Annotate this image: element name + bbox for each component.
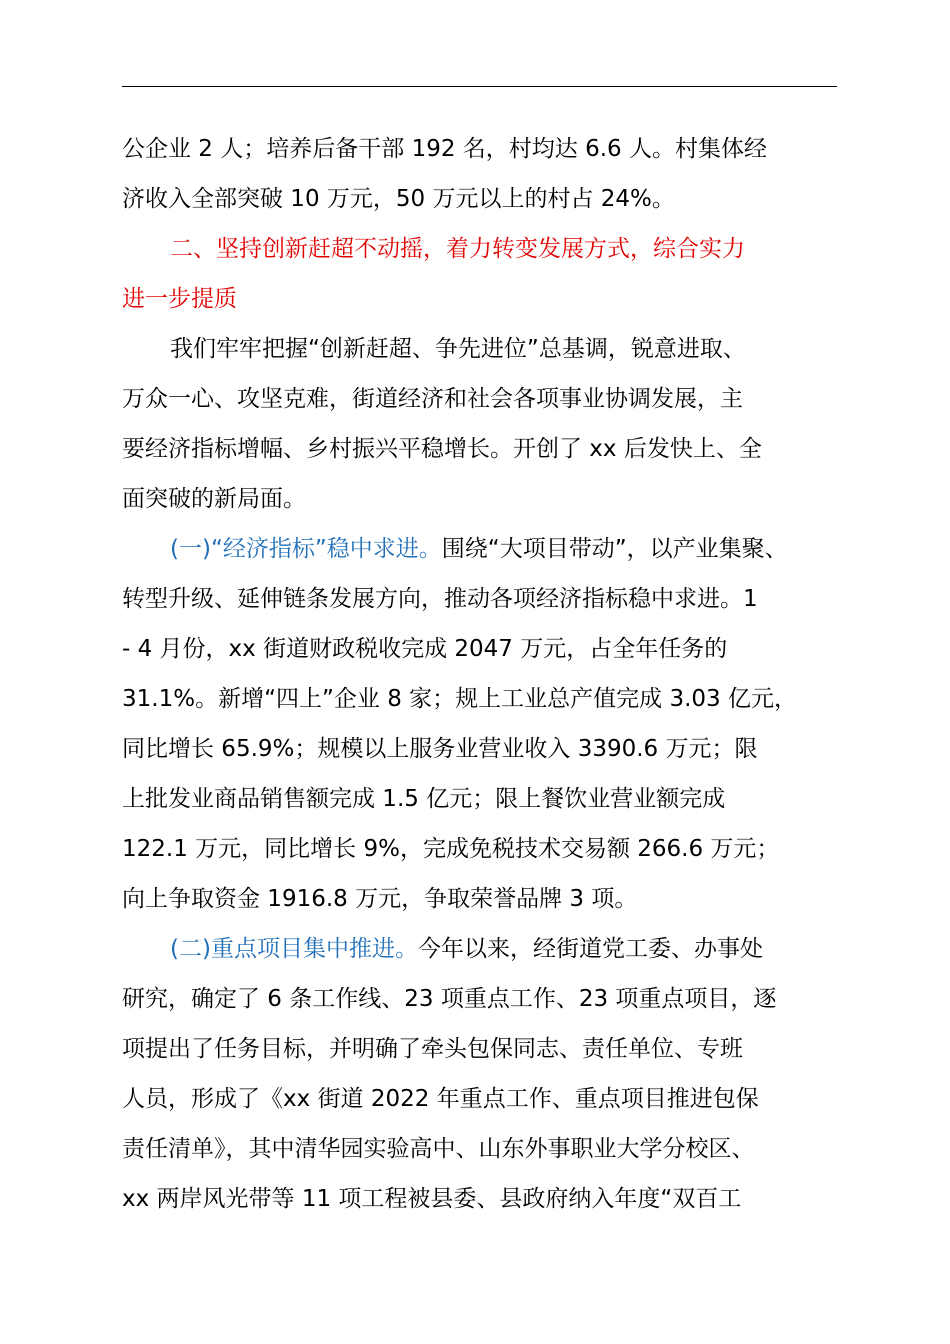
subsection-heading-2: (二)重点项目集中推进。 xyxy=(170,936,418,962)
text-line: 济收入全部突破 10 万元，50 万元以上的村占 24%。 xyxy=(122,186,675,212)
text-line: 责任清单》，其中清华园实验高中、山东外事职业大学分校区、 xyxy=(122,1136,755,1162)
subsection-line xyxy=(170,534,788,564)
text-line: 31.1%。新增“四上”企业 8 家；规上工业总产值完成 3.03 亿元， xyxy=(122,686,797,712)
text-line: 122.1 万元，同比增长 9%，完成免税技术交易额 266.6 万元； xyxy=(122,836,780,862)
text-line: 万众一心、攻坚克难，街道经济和社会各项事业协调发展，主 xyxy=(122,386,743,412)
text-line: 公企业 2 人；培养后备干部 192 名，村均达 6.6 人。村集体经 xyxy=(122,136,767,162)
section-heading-continued: 进一步提质 xyxy=(122,286,237,312)
subsection-text: 围绕“大项目带动”，以产业集聚、 xyxy=(441,536,788,562)
text-line: 同比增长 65.9%；规模以上服务业营业收入 3390.6 万元；限 xyxy=(122,736,758,762)
section-heading: 二、坚持创新赶超不动摇，着力转变发展方式，综合实力 xyxy=(170,236,745,262)
text-line: 要经济指标增幅、乡村振兴平稳增长。开创了 xx 后发快上、全 xyxy=(122,436,762,462)
text-line: 上批发业商品销售额完成 1.5 亿元；限上餐饮业营业额完成 xyxy=(122,786,726,812)
text-line: 我们牢牢把握“创新赶超、争先进位”总基调，锐意进取、 xyxy=(170,336,746,362)
header-rule xyxy=(122,86,837,87)
text-line: 研究，确定了 6 条工作线、23 项重点工作、23 项重点项目，逐 xyxy=(122,986,777,1012)
subsection-text: 今年以来，经街道党工委、办事处 xyxy=(417,936,763,962)
subsection-heading-1: (一)“经济指标”稳中求进。 xyxy=(170,536,442,562)
text-line: xx 两岸风光带等 11 项工程被县委、县政府纳入年度“双百工 xyxy=(122,1186,742,1212)
text-line: 项提出了任务目标，并明确了牵头包保同志、责任单位、专班 xyxy=(122,1036,743,1062)
text-line: 转型升级、延伸链条发展方向，推动各项经济指标稳中求进。1 xyxy=(122,586,758,612)
text-line: 人员，形成了《xx 街道 2022 年重点工作、重点项目推进包保 xyxy=(122,1086,759,1112)
text-line: 面突破的新局面。 xyxy=(122,486,306,512)
subsection-line xyxy=(170,934,763,964)
text-line: - 4 月份，xx 街道财政税收完成 2047 万元，占全年任务的 xyxy=(122,636,728,662)
text-line: 向上争取资金 1916.8 万元，争取荣誉品牌 3 项。 xyxy=(122,886,638,912)
